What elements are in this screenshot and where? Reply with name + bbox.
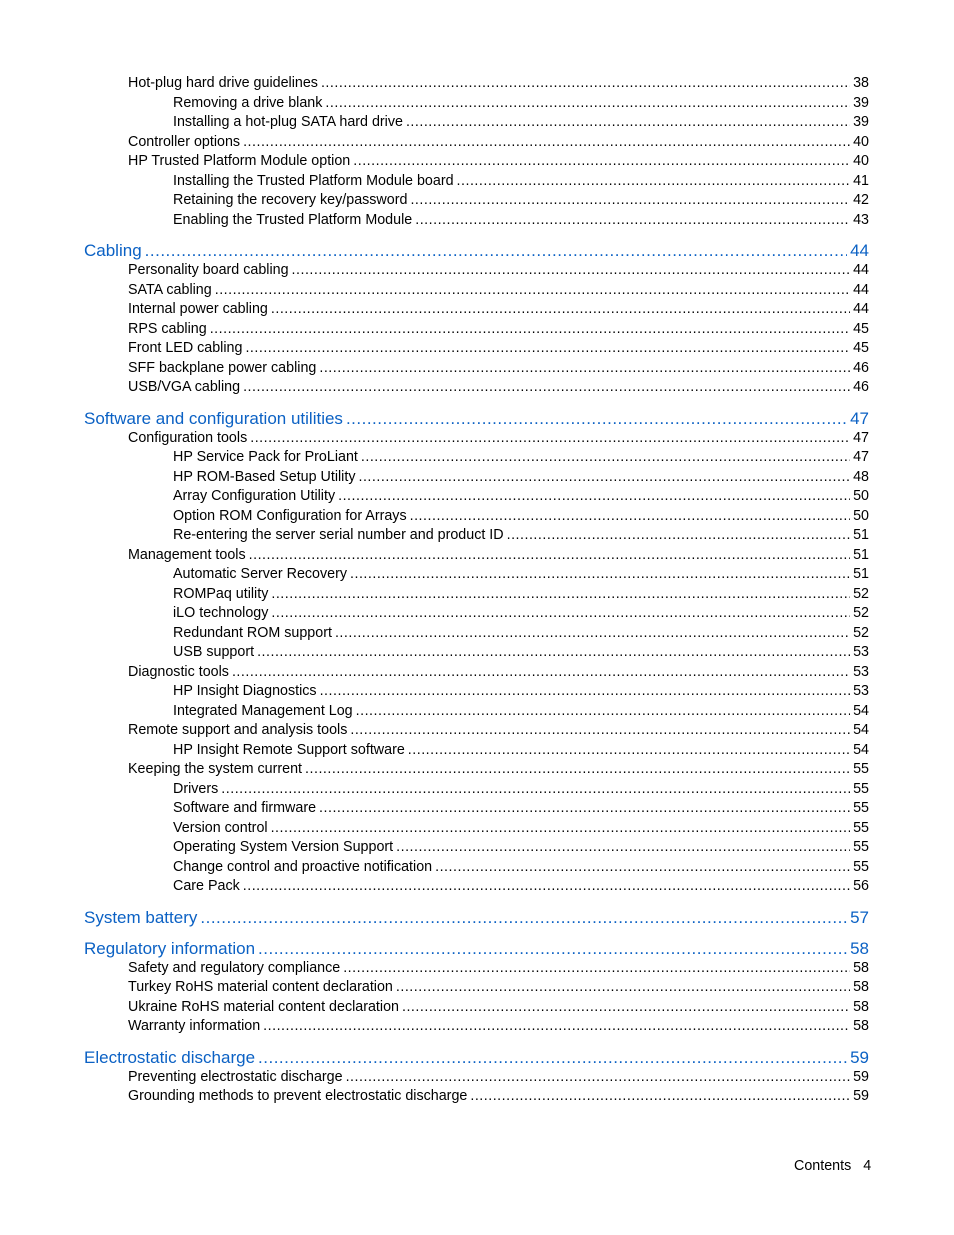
toc-entry-label: Drivers (173, 780, 219, 797)
toc-leader-dots (356, 702, 850, 722)
toc-entry-page-number: 38 (853, 75, 869, 91)
toc-leader-dots (338, 487, 850, 507)
toc-entry-page-number: 55 (853, 858, 869, 875)
toc-section-entry[interactable] (84, 998, 869, 1018)
toc-entry-label: Grounding methods to prevent electrostatic discharge (128, 1088, 468, 1104)
toc-section-entry[interactable] (84, 300, 869, 320)
toc-chapter-entry[interactable] (84, 241, 869, 261)
toc-section-entry[interactable] (84, 780, 869, 800)
toc-section-entry[interactable] (84, 339, 869, 359)
toc-leader-dots (271, 585, 850, 605)
toc-section-entry[interactable] (84, 261, 869, 281)
toc-section-entry[interactable] (84, 281, 869, 301)
toc-entry-page-number: 55 (853, 780, 869, 797)
toc-entry-page-number: 53 (853, 663, 869, 680)
toc-entry-page-number: 50 (853, 488, 869, 504)
toc-section-entry[interactable] (84, 133, 869, 153)
toc-entry-page-number: 44 (853, 301, 869, 317)
toc-section-entry[interactable] (84, 721, 869, 741)
toc-entry-label: Preventing electrostatic discharge (128, 1068, 343, 1085)
toc-section-entry[interactable] (84, 858, 869, 878)
toc-section-entry[interactable] (84, 526, 869, 546)
toc-entry-page-number: 59 (853, 1068, 869, 1085)
toc-entry-page-number: 46 (853, 359, 869, 376)
toc-entry-label: Personality board cabling (128, 262, 289, 278)
toc-entry-page-number: 58 (853, 979, 869, 995)
toc-entry-label: Integrated Management Log (173, 702, 353, 719)
toc-leader-dots (435, 858, 850, 878)
toc-section-entry[interactable] (84, 378, 869, 398)
toc-entry-label: Turkey RoHS material content declaration (128, 979, 393, 995)
toc-entry-page-number: 53 (853, 644, 869, 660)
toc-entry-page-number: 57 (850, 907, 869, 927)
toc-section-entry[interactable] (84, 585, 869, 605)
toc-entry-page-number: 52 (853, 585, 869, 602)
toc-entry-label: HP Trusted Platform Module option (128, 153, 351, 169)
toc-entry-page-number: 51 (853, 527, 869, 543)
toc-leader-dots (249, 546, 850, 566)
toc-leader-dots (402, 998, 850, 1018)
toc-section-entry[interactable] (84, 877, 869, 897)
toc-entry-page-number: 55 (853, 800, 869, 816)
toc-entry-page-number: 45 (853, 320, 869, 337)
toc-entry-label: Change control and proactive notification (173, 858, 433, 875)
toc-entry-page-number: 47 (853, 449, 869, 465)
toc-entry-page-number: 56 (853, 878, 869, 894)
toc-leader-dots (457, 172, 851, 192)
toc-chapter-entry[interactable] (84, 409, 869, 429)
toc-leader-dots (292, 261, 851, 281)
toc-leader-dots (343, 959, 850, 979)
toc-section-entry[interactable] (84, 959, 869, 979)
toc-leader-dots (245, 339, 850, 359)
toc-entry-page-number: 42 (853, 192, 869, 208)
toc-entry-label: iLO technology (173, 605, 269, 621)
toc-entry-page-number: 52 (853, 624, 869, 641)
toc-section-entry[interactable] (84, 663, 869, 683)
toc-entry-page-number: 55 (853, 761, 869, 777)
toc-section-entry[interactable] (84, 546, 869, 566)
toc-section-entry[interactable] (84, 94, 869, 114)
toc-section-entry[interactable] (84, 468, 869, 488)
toc-entry-label: Software and configuration utilities (84, 408, 343, 428)
toc-entry-page-number: 58 (850, 938, 869, 958)
toc-entry-label: Automatic Server Recovery (173, 566, 348, 582)
toc-leader-dots (145, 241, 847, 261)
toc-section-entry[interactable] (84, 799, 869, 819)
toc-leader-dots (319, 799, 850, 819)
toc-entry-page-number: 59 (850, 1047, 869, 1067)
toc-section-entry[interactable] (84, 702, 869, 722)
toc-leader-dots (210, 320, 850, 340)
toc-entry-page-number: 51 (853, 546, 869, 563)
toc-section-entry[interactable] (84, 448, 869, 468)
toc-entry-label: Installing the Trusted Platform Module board (173, 172, 454, 189)
toc-entry-page-number: 44 (853, 281, 869, 298)
toc-entry-page-number: 58 (853, 959, 869, 976)
toc-entry-label: HP Service Pack for ProLiant (173, 449, 358, 465)
toc-entry-label: Internal power cabling (128, 301, 268, 317)
toc-section-entry[interactable] (84, 978, 869, 998)
toc-leader-dots (406, 113, 850, 133)
toc-entry-page-number: 40 (853, 153, 869, 169)
toc-leader-dots (361, 448, 850, 468)
toc-leader-dots (305, 760, 850, 780)
toc-section-entry[interactable] (84, 191, 869, 211)
toc-leader-dots (321, 74, 850, 94)
toc-entry-label: Front LED cabling (128, 340, 243, 356)
toc-leader-dots (353, 152, 850, 172)
toc-chapter-entry[interactable] (84, 1048, 869, 1068)
toc-leader-dots (263, 1017, 850, 1037)
toc-leader-dots (215, 281, 850, 301)
toc-entry-label: Version control (173, 819, 268, 836)
footer-page-number: 4 (863, 1158, 872, 1174)
toc-leader-dots (243, 877, 850, 897)
toc-entry-page-number: 58 (853, 1018, 869, 1034)
toc-section-entry[interactable] (84, 1068, 869, 1088)
toc-entry-page-number: 54 (853, 722, 869, 738)
page-footer (794, 1158, 871, 1174)
toc-leader-dots (350, 565, 850, 585)
table-of-contents (84, 74, 869, 1107)
toc-entry-page-number: 41 (853, 172, 869, 189)
toc-section-entry[interactable] (84, 682, 869, 702)
toc-leader-dots (346, 409, 847, 429)
toc-entry-label: Installing a hot-plug SATA hard drive (173, 114, 403, 130)
toc-entry-page-number: 44 (853, 262, 869, 278)
toc-entry-label: Re-entering the server serial number and product ID (173, 527, 504, 543)
toc-entry-label: System battery (84, 907, 198, 927)
toc-entry-label: Regulatory information (84, 938, 256, 958)
toc-chapter-entry[interactable] (84, 939, 869, 959)
toc-section-entry[interactable] (84, 74, 869, 94)
toc-entry-label: SATA cabling (128, 281, 212, 298)
footer-section-label: Contents (794, 1158, 852, 1174)
toc-entry-page-number: 55 (853, 819, 869, 836)
toc-entry-page-number: 39 (853, 94, 869, 111)
toc-section-entry[interactable] (84, 172, 869, 192)
toc-entry-page-number: 54 (853, 702, 869, 719)
toc-entry-page-number: 43 (853, 211, 869, 228)
toc-leader-dots (410, 507, 850, 527)
toc-entry-page-number: 48 (853, 468, 869, 485)
toc-entry-label: Configuration tools (128, 429, 248, 446)
toc-leader-dots (358, 468, 850, 488)
toc-entry-page-number: 47 (850, 408, 869, 428)
toc-entry-label: ROMPaq utility (173, 585, 269, 602)
toc-section-entry[interactable] (84, 643, 869, 663)
toc-leader-dots (408, 741, 850, 761)
toc-entry-label: Controller options (128, 133, 241, 150)
toc-section-entry[interactable] (84, 113, 869, 133)
toc-entry-label: Care Pack (173, 878, 240, 894)
toc-entry-label: SFF backplane power cabling (128, 359, 317, 376)
toc-leader-dots (396, 838, 850, 858)
toc-leader-dots (200, 908, 847, 928)
toc-leader-dots (319, 359, 850, 379)
toc-leader-dots (258, 1048, 847, 1068)
toc-entry-page-number: 50 (853, 507, 869, 524)
toc-leader-dots (232, 663, 850, 683)
toc-section-entry[interactable] (84, 1087, 869, 1107)
toc-section-entry[interactable] (84, 487, 869, 507)
toc-entry-label: Cabling (84, 241, 142, 260)
toc-leader-dots (258, 939, 847, 959)
toc-entry-page-number: 44 (850, 241, 869, 260)
toc-entry-page-number: 54 (853, 741, 869, 758)
toc-entry-label: HP ROM-Based Setup Utility (173, 468, 356, 485)
toc-section-entry[interactable] (84, 760, 869, 780)
toc-entry-page-number: 58 (853, 998, 869, 1015)
toc-section-entry[interactable] (84, 429, 869, 449)
toc-section-entry[interactable] (84, 359, 869, 379)
toc-leader-dots (243, 133, 850, 153)
toc-chapter-entry[interactable] (84, 908, 869, 928)
toc-entry-label: USB support (173, 644, 255, 660)
toc-entry-label: Warranty information (128, 1018, 261, 1034)
toc-entry-label: Enabling the Trusted Platform Module (173, 211, 413, 228)
toc-entry-label: Option ROM Configuration for Arrays (173, 507, 407, 524)
toc-entry-label: RPS cabling (128, 320, 207, 337)
toc-section-entry[interactable] (84, 838, 869, 858)
toc-section-entry[interactable] (84, 624, 869, 644)
toc-entry-label: Remote support and analysis tools (128, 722, 348, 738)
toc-entry-label: Electrostatic discharge (84, 1047, 256, 1067)
toc-entry-page-number: 39 (853, 114, 869, 130)
toc-entry-label: HP Insight Remote Support software (173, 741, 405, 758)
toc-entry-page-number: 51 (853, 566, 869, 582)
toc-entry-page-number: 45 (853, 340, 869, 356)
toc-entry-label: Removing a drive blank (173, 94, 323, 111)
toc-section-entry[interactable] (84, 819, 869, 839)
toc-section-entry[interactable] (84, 211, 869, 231)
toc-section-entry[interactable] (84, 565, 869, 585)
toc-leader-dots (271, 604, 850, 624)
toc-leader-dots (346, 1068, 851, 1088)
toc-leader-dots (320, 682, 851, 702)
toc-section-entry[interactable] (84, 507, 869, 527)
toc-entry-label: Software and firmware (173, 800, 317, 816)
toc-leader-dots (271, 300, 850, 320)
toc-section-entry[interactable] (84, 604, 869, 624)
toc-entry-label: Ukraine RoHS material content declaration (128, 998, 399, 1015)
toc-leader-dots (350, 721, 850, 741)
toc-entry-label: Retaining the recovery key/password (173, 192, 408, 208)
toc-leader-dots (221, 780, 850, 800)
toc-entry-label: Operating System Version Support (173, 839, 394, 855)
toc-entry-label: Keeping the system current (128, 761, 303, 777)
toc-entry-label: Array Configuration Utility (173, 488, 336, 504)
toc-entry-page-number: 53 (853, 683, 869, 699)
toc-entry-page-number: 46 (853, 379, 869, 395)
toc-entry-page-number: 40 (853, 133, 869, 150)
toc-section-entry[interactable] (84, 1017, 869, 1037)
toc-leader-dots (470, 1087, 850, 1107)
toc-entry-label: HP Insight Diagnostics (173, 683, 317, 699)
toc-leader-dots (410, 191, 850, 211)
toc-leader-dots (257, 643, 850, 663)
toc-entry-label: Redundant ROM support (173, 624, 332, 641)
toc-entry-page-number: 47 (853, 429, 869, 446)
toc-entry-label: Diagnostic tools (128, 663, 229, 680)
toc-entry-label: Hot-plug hard drive guidelines (128, 75, 318, 91)
toc-entry-label: Management tools (128, 546, 246, 563)
toc-leader-dots (507, 526, 851, 546)
toc-section-entry[interactable] (84, 741, 869, 761)
toc-leader-dots (325, 94, 850, 114)
toc-leader-dots (335, 624, 850, 644)
toc-leader-dots (250, 429, 850, 449)
toc-entry-page-number: 52 (853, 605, 869, 621)
toc-section-entry[interactable] (84, 320, 869, 340)
toc-section-entry[interactable] (84, 152, 869, 172)
toc-entry-page-number: 59 (853, 1088, 869, 1104)
toc-leader-dots (396, 978, 850, 998)
toc-leader-dots (415, 211, 850, 231)
toc-leader-dots (271, 819, 851, 839)
toc-leader-dots (243, 378, 850, 398)
toc-entry-label: USB/VGA cabling (128, 379, 241, 395)
toc-entry-label: Safety and regulatory compliance (128, 959, 341, 976)
toc-entry-page-number: 55 (853, 839, 869, 855)
